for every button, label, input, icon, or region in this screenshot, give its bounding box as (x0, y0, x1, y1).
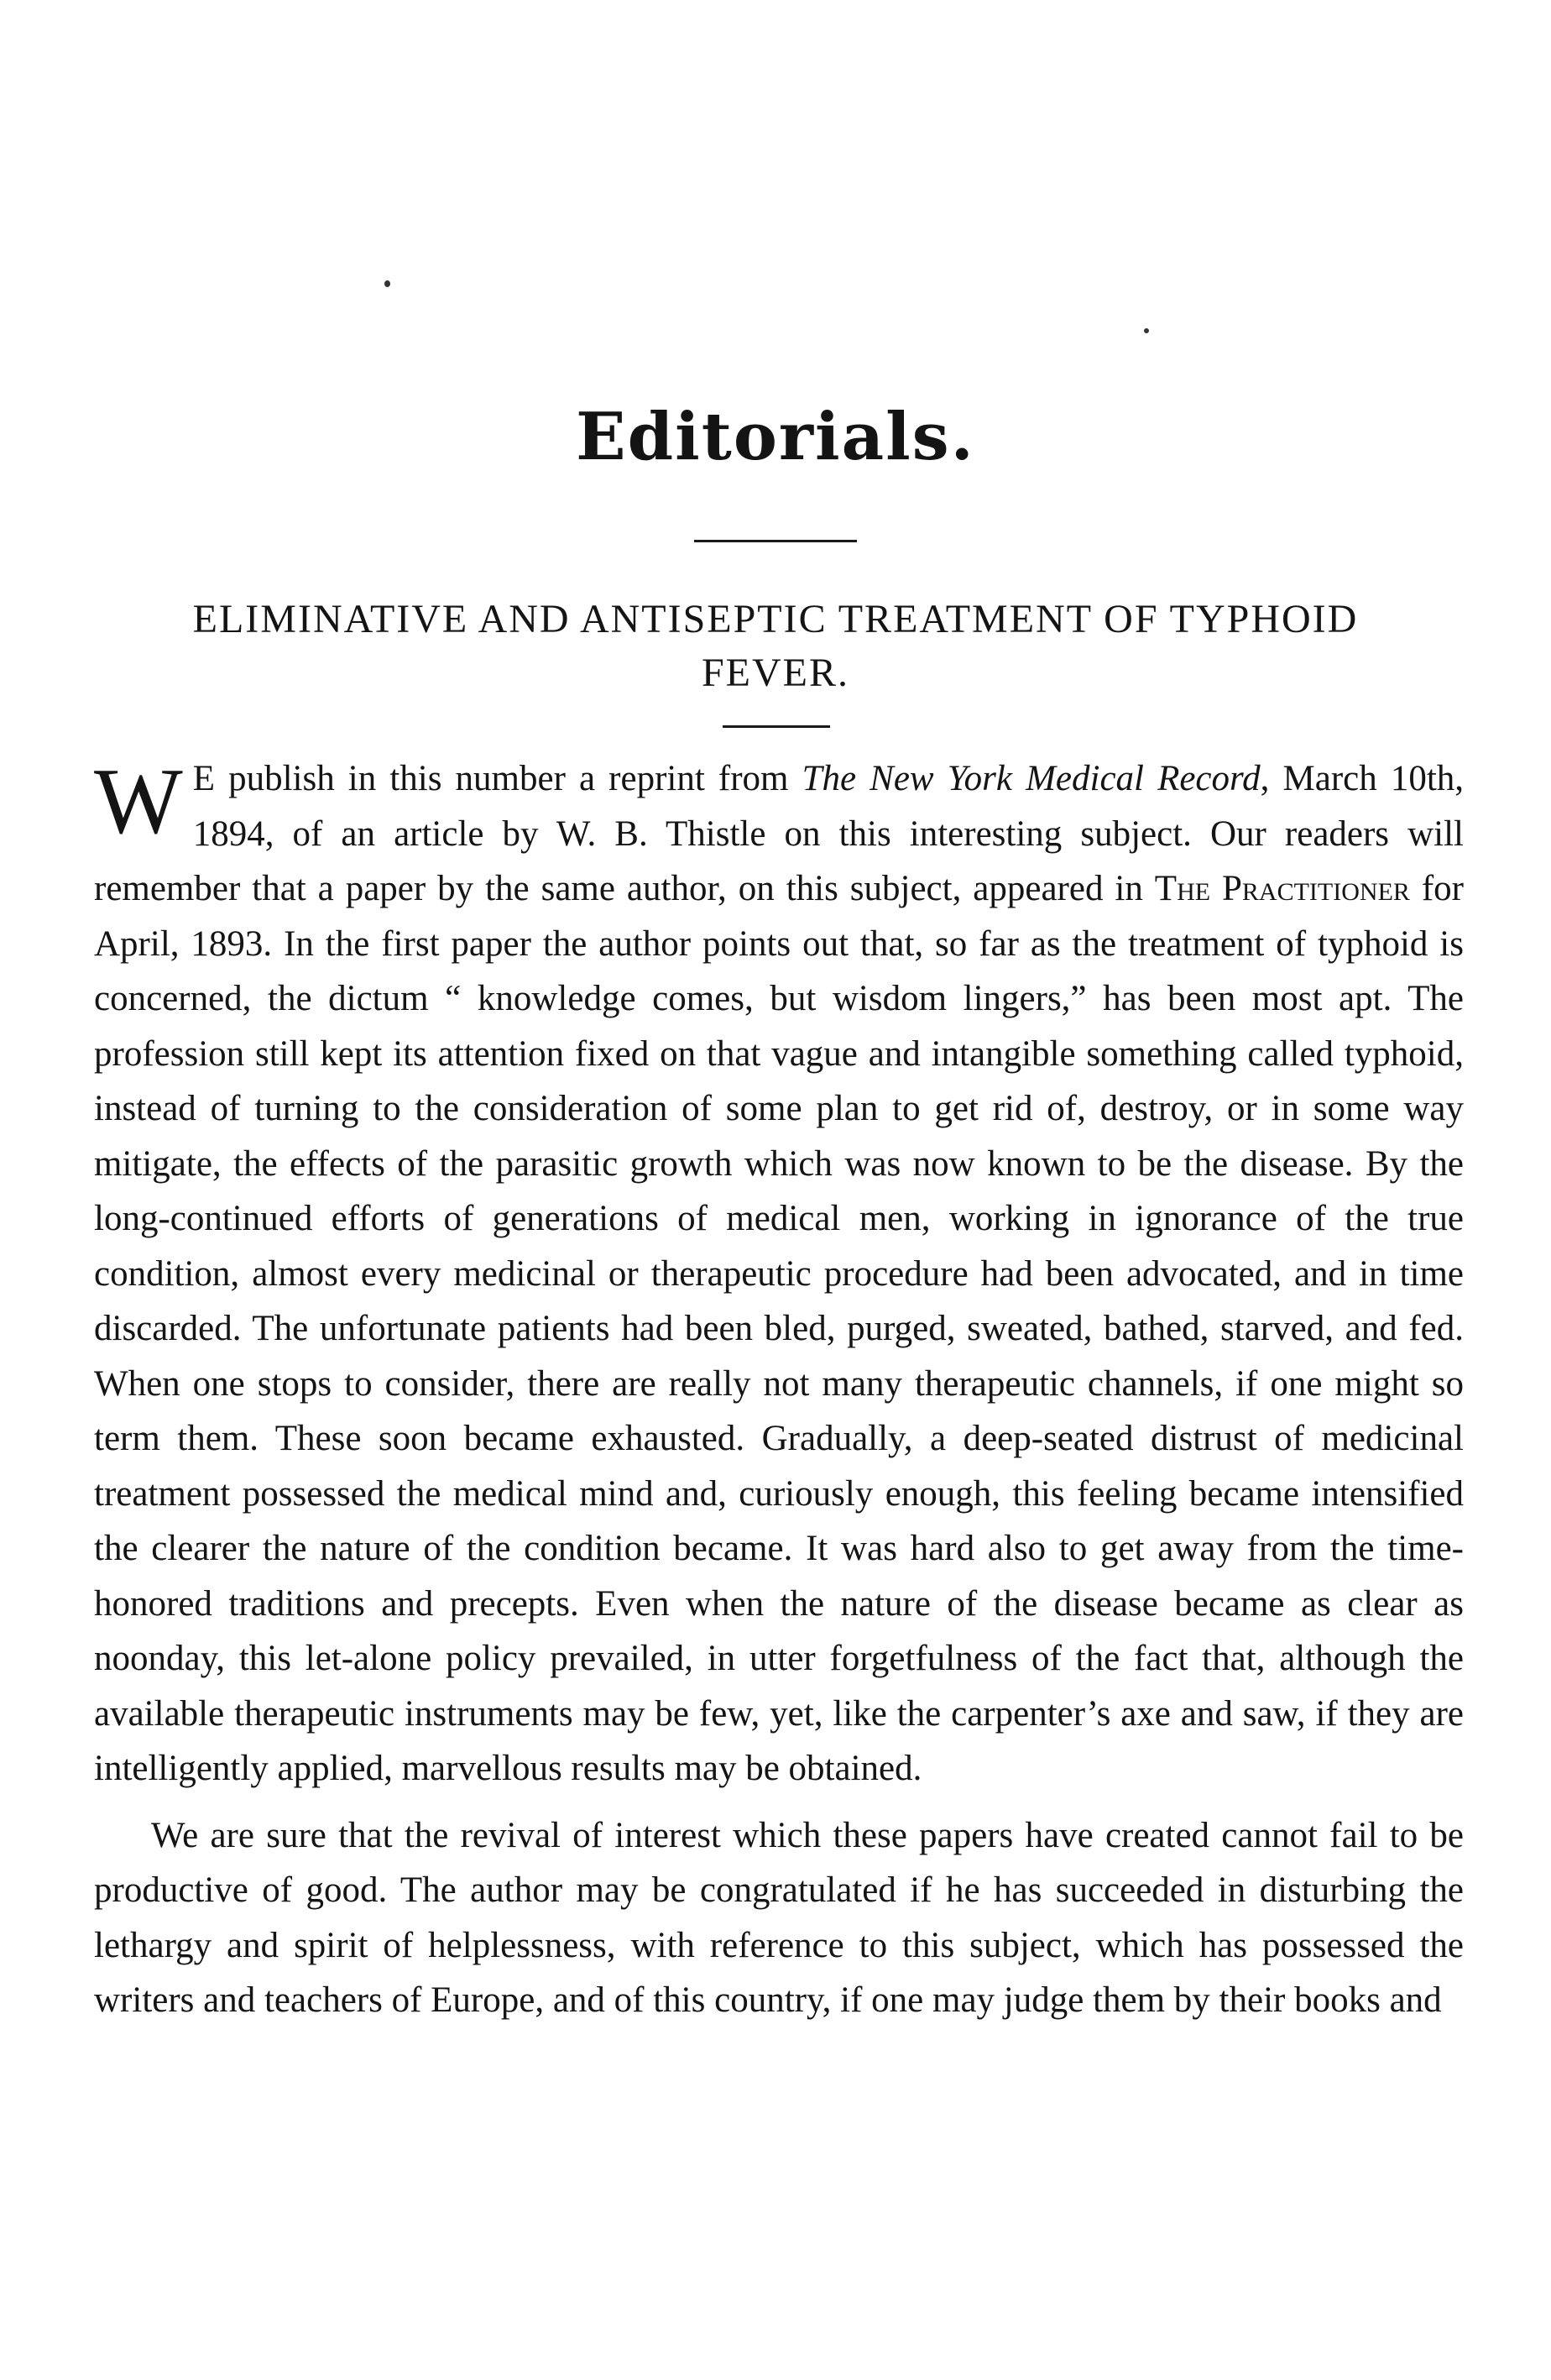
journal-title: The New York Medical Record (802, 759, 1261, 798)
paragraph (94, 751, 1464, 1797)
paragraph-intro: E publish in this number a reprint from (192, 759, 802, 798)
paragraph: We are sure that the revival of interest which these papers have created cannot fail to be productive of good. The author may be congratulated if he has succeeded in disturbing the lethargy and spirit of helplessness, with reference to this subject, which has possessed the writers and teachers of Europe, and of this country, if one may judge them by their books and (94, 1815, 1464, 2020)
divider-rule (723, 725, 830, 728)
ink-speck (384, 280, 390, 287)
drop-cap: W (94, 750, 183, 854)
divider-rule (694, 540, 857, 542)
article-body (94, 751, 1464, 2028)
paragraph-text: for April, 1893. In the first paper the author points out that, so far as the treatment of typhoid is concerned, the dictum “ knowledge comes, but wisdom lingers,” has been most apt. The profession still kept its attention fixed on that vague and intangible something called typhoid, instead of turning to the consideration of some plan to get rid of, destroy, or in some way mitigate, the effects of the parasitic growth which was now known to be the disease. By the long-continued efforts of generations of medical men, working in ignorance of the true condition, almost every medicinal or therapeutic procedure had been advocated, and in time discarded. The unfortunate patients had been bled, purged, sweated, bathed, starved, and fed. When one stops to consider, there are really not many therapeutic channels, if one might so term them. These soon became exhausted. Gradually, a deep-seated distrust of medicinal treatment possessed the medical mind and, curiously enough, this feeling became intensified the clearer the nature of the condition became. It was hard also to get away from the time-honored traditions and precepts. Even when the nature of the disease became as clear as noonday, this let-alone policy prevailed, in utter forgetfulness of the fact that, although the available therapeutic instruments may be few, yet, like the carpenter’s axe and saw, if they are intelligently applied, marvellous results may be obtained. (94, 869, 1464, 1788)
paragraph-text: , March 10th, 1894, of an article by W. B. Thistle on this interesting subject. Our readers will remember that a paper by the same author, on this subject, appeared in (94, 759, 1465, 908)
publication-name: The Practitioner (1154, 869, 1410, 908)
ink-speck (1144, 328, 1149, 333)
article-title: ELIMINATIVE AND ANTISEPTIC TREATMENT OF TYPHOID FEVER. (192, 597, 1359, 695)
section-heading: Editorials. (576, 399, 975, 475)
